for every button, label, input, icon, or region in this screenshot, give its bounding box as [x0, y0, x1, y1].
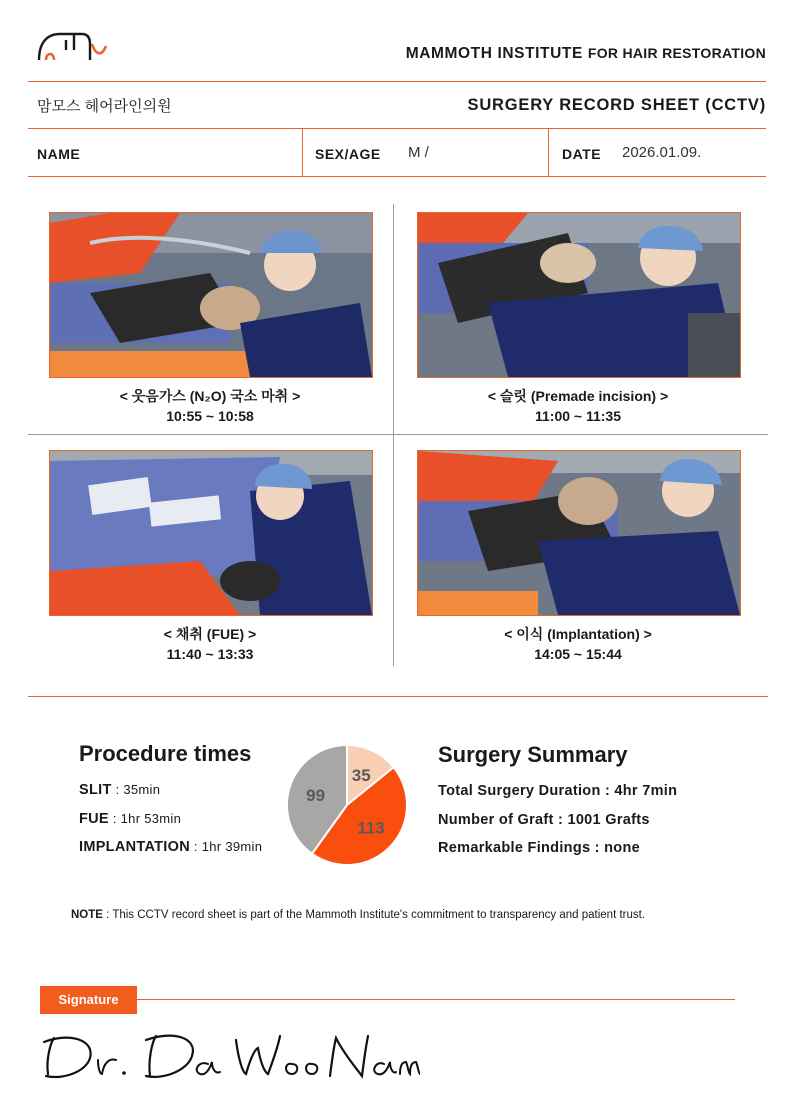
divider [28, 81, 766, 82]
divider [28, 128, 766, 129]
cell-divider [548, 129, 549, 176]
sexage-value: M / [408, 144, 429, 161]
grid-horizontal-divider [28, 434, 768, 435]
cctv-photo-anesthesia [49, 212, 373, 378]
pie-label-fue: 113 [357, 818, 385, 838]
korean-clinic-name: 맘모스 헤어라인의원 [37, 98, 172, 115]
cctv-photo-implantation [417, 450, 741, 616]
note: NOTE : This CCTV record sheet is part of the Mammoth Institute's commitment to transparency and patient trust. [71, 909, 646, 921]
summary-graft-count: Number of Graft : 1001 Grafts [438, 812, 650, 828]
procedure-row-fue: FUE : 1hr 53min [79, 811, 182, 827]
photo-caption: < 채취 (FUE) > 11:40 ~ 13:33 [163, 626, 257, 662]
photo-caption: < 웃음가스 (N₂O) 국소 마취 > 10:55 ~ 10:58 [119, 388, 301, 424]
pie-label-slit: 35 [351, 766, 371, 786]
date-value: 2026.01.09. [622, 144, 702, 161]
name-label: NAME [37, 146, 81, 162]
grid-vertical-divider [393, 204, 394, 666]
photo-caption: < 슬릿 (Premade incision) > 11:00 ~ 11:35 [487, 388, 669, 424]
cell-divider [302, 129, 303, 176]
signature-label: Signature [40, 986, 137, 1014]
cctv-photo-fue [49, 450, 373, 616]
mammoth-logo [36, 26, 108, 66]
procedure-row-slit: SLIT : 35min [79, 782, 161, 798]
institute-name: MAMMOTH INSTITUTE FOR HAIR RESTORATION [405, 45, 766, 62]
summary-findings: Remarkable Findings : none [438, 840, 640, 856]
signature-image [40, 1026, 420, 1086]
divider [28, 176, 766, 177]
procedure-pie-chart [284, 742, 410, 868]
procedure-times-title: Procedure times [79, 741, 252, 766]
sheet-title: SURGERY RECORD SHEET (CCTV) [467, 96, 766, 114]
procedure-row-implantation: IMPLANTATION : 1hr 39min [79, 839, 263, 855]
summary-duration: Total Surgery Duration : 4hr 7min [438, 783, 678, 799]
pie-label-implantation: 99 [306, 785, 326, 805]
signature-line [137, 999, 735, 1000]
divider [28, 696, 768, 697]
surgery-summary-title: Surgery Summary [438, 742, 628, 767]
cctv-photo-slit [417, 212, 741, 378]
photo-caption: < 이식 (Implantation) > 14:05 ~ 15:44 [504, 626, 652, 662]
sexage-label: SEX/AGE [315, 146, 381, 162]
date-label: DATE [562, 146, 602, 162]
